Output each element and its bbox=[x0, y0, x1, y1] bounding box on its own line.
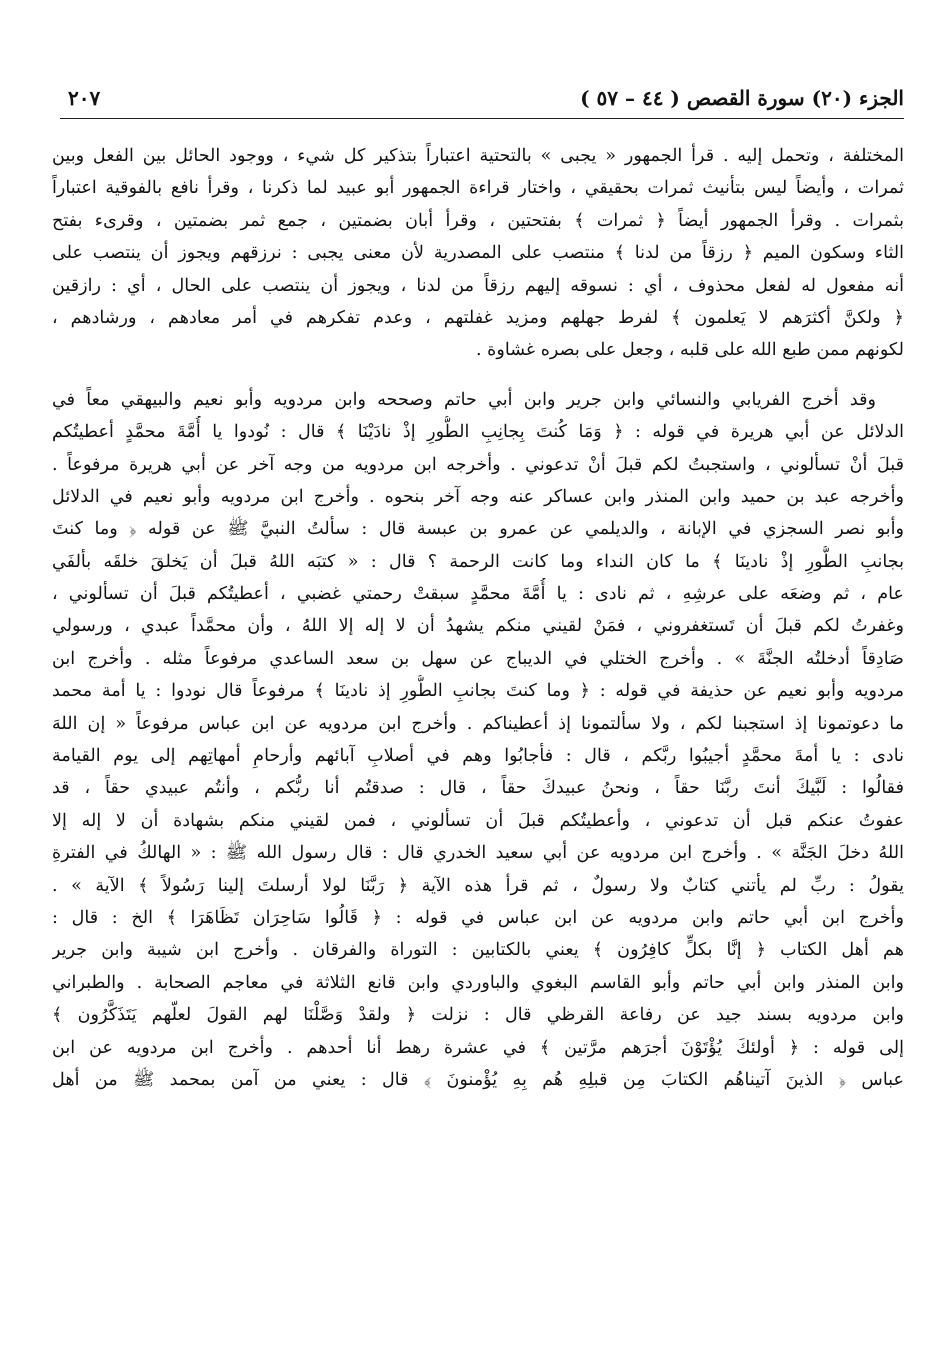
body-text bbox=[52, 140, 904, 1096]
text-line: يقولُ : ربِّ لم يأتني كتابٌ ولا رسولٌ ، ثم قرأ هذه الآية ﴿ رَبَّنَا لولا أرسلتَ إلينا رَسُولاً ﴾ الآية » . bbox=[52, 875, 904, 896]
page-number: ٢٠٧ bbox=[68, 86, 101, 110]
text-line: إلى قوله : ﴿ أولئكَ يُؤْتَوْنَ أجرَهم مرَّتين ﴾ في عشرة رهط أنا أحدهم . وأخرج ابن مردويه عن ابن bbox=[52, 1037, 904, 1058]
text-line: لكونهم ممن طبع الله على قلبه ، وجعل على بصره غشاوة . bbox=[475, 340, 904, 361]
text-line: نادى : يا أمةَ محمَّدٍ أجيبُوا ربَّكم ، قال : فأجابُوا وهم في أصلابِ آبائهم وأرحامِ أمهاتِهم إلى يوم القيامة bbox=[52, 746, 904, 767]
text-line: فقالُوا : لَبَّيكَ أنتَ ربَّنَا حقاً ، ونحنُ عبيدكَ حقاً ، قال : صدقتُم أنا ربُّكم ، وأنتُم عبيدي حقاً ، قد bbox=[52, 778, 904, 799]
text-line: مردويه وأبو نعيم عن حذيفة في قوله : ﴿ وما كنتَ بجانبِ الطُّورِ إذ نادينَا ﴾ مرفوعاً قال نودوا : يا أمة محمد bbox=[52, 681, 904, 702]
text-line: ﴿ ولكنَّ أكثرَهم لا يَعلمون ﴾ لفرط جهلهم ومزيد غفلتهم ، وعدم تفكرهم في أمر معادهم ، ورشادهم ، bbox=[52, 307, 904, 328]
text-line: الثاء وسكون الميم ﴿ رزقاً من لدنا ﴾ منتصب على المصدرية لأن معنى يجبى : نرزقهم ويجوز أن ينتصب على bbox=[52, 243, 904, 264]
text-line: وابن المنذر وابن أبي حاتم وأبو القاسم البغوي والباوردي وابن قانع الثلاثة في معاجم الصحابة . والطبراني bbox=[52, 972, 904, 993]
text-line: بجانبِ الطُّورِ إذْ نادينَا ﴾ ما كان النداء وما كانت الرحمة ؟ قال : « كتبَه اللهُ قبلَ أن يَخلقَ خلقَه بألفَي bbox=[52, 551, 904, 572]
header-rule bbox=[60, 118, 904, 119]
text-line: ثمرات ، وأيضاً ليس بتأنيث ثمرات بحقيقي ، واختار قراءة الجمهور أبو عبيد لما ذكرنا ، وقرأ نافع بالفوقية اعتباراً bbox=[52, 178, 904, 199]
text-line: وأخرجه عبد بن حميد وابن المنذر وابن عساكر عنه وجه آخر بنحوه . وأخرج ابن مردويه وأبو نعيم في الدلائل bbox=[52, 486, 904, 507]
text-line: وأبو نصر السجزي في الإبانة ، والديلمي عن عمرو بن عبسة قال : سألتُ النبيَّ ﷺ عن قوله ﴿ وما كنتَ bbox=[52, 519, 904, 540]
text-line: هم أهل الكتاب ﴿ إنَّا بكلٍّ كافِرُون ﴾ يعني بالكتابين : التوراة والفرقان . وأخرج ابن شيبة وابن جرير bbox=[52, 940, 904, 961]
text-line: بثمرات . وقرأ الجمهور أيضاً ﴿ ثمرات ﴾ بفتحتين ، وقرأ أبان بضمتين ، جمع ثمر بضمتين ، وقرىء بفتح bbox=[52, 210, 904, 231]
text-line: المختلفة ، وتحمل إليه . قرأ الجمهور « يجبى » بالتحتية اعتباراً بتذكير كل شيء ، ووجود الحائل بين الفعل وبين bbox=[52, 146, 904, 166]
text-line: الدلائل عن أبي هريرة في قوله : ﴿ وَمَا كُنتَ بِجانِبِ الطُّورِ إذْ نادَيْنَا ﴾ قال : نُودوا يا أُمَّةَ محمَّدٍ أعطيتُكم bbox=[52, 422, 904, 443]
header-title: الجزء (٢٠) سورة القصص ( ٤٤ – ٥٧ ) bbox=[580, 86, 904, 110]
running-header bbox=[68, 86, 904, 116]
text-line: وابن مردويه بسند جيد عن رفاعة القرظي قال : نزلت ﴿ ولقدْ وَصَّلْنَا لهم القولَ لعلّهم يَتَذَكَّرُون ﴾ bbox=[52, 1005, 904, 1026]
text-line: عام ، ثم وضعَه على عرشِهِ ، ثم نادى : يا أُمَّةَ محمَّدٍ سبقتْ رحمتي غضبي ، أعطيتُكم قبلَ أن تسألوني ، bbox=[52, 584, 904, 605]
text-line: عباس ﴿ الذينَ آتيناهُم الكتابَ مِن قبلِهِ هُم بِهِ يُؤْمنونَ ﴾ قال : يعني من آمن بمحمد ﷺ من أهل bbox=[52, 1069, 904, 1090]
text-line: قبلَ أنْ تسألوني ، واستجبتُ لكم قبلَ أنْ تدعوني . وأخرجه ابن مردويه من وجه آخر عن أبي هريرة مرفوعاً . bbox=[52, 454, 904, 475]
text-line: وغفرتُ لكم قبلَ أن تَستغفروني ، فمَنْ لقيني منكم يشهدُ أن لا إله إلا اللهُ ، وأن محمَّداً عبدي ، ورسولي bbox=[52, 616, 904, 637]
text-line: ما دعوتمونا إذ استجبنا لكم ، ولا سألتمونا إذ أعطيناكم . وأخرج ابن مردويه عن ابن عباس مرفوعاً « إن اللهَ bbox=[52, 713, 904, 734]
text-line: وأخرج ابن أبي حاتم وابن مردويه عن ابن عباس في قوله : ﴿ قَالُوا سَاحِرَان تَظَاهَرَا ﴾ الخ : قال : bbox=[52, 907, 904, 928]
text-line: أنه مفعول له لفعل محذوف ، أي : نسوقه إليهم رزقاً من لدنا ، ويجوز أن ينتصب على الحال ، أي : رازقين bbox=[52, 275, 904, 296]
text-line: وقد أخرج الفريابي والنسائي وابن جرير وابن أبي حاتم وصححه وابن مردويه وأبو نعيم والبيهقي معاً في bbox=[52, 389, 876, 410]
text-line: صَادِقاً أدخلتُه الجنَّةَ » . وأخرج الختلي في الديباج عن سهل بن سعد الساعدي مرفوعاً مثله . وأخرج ابن bbox=[52, 648, 904, 669]
text-line: اللهُ دخلَ الجَنَّة » . وأخرج ابن مردويه عن أبي سعيد الخدري قال : قال رسول الله ﷺ : « الهالكُ في الفترةِ bbox=[52, 843, 904, 864]
text-line: عفوتُ عنكم قبل أن تدعوني ، وأعطيتُكم قبلَ أن تسألوني ، فمن لقيني منكم بشهادة أن لا إله إلا bbox=[52, 810, 904, 831]
paragraph-gap bbox=[52, 367, 904, 384]
